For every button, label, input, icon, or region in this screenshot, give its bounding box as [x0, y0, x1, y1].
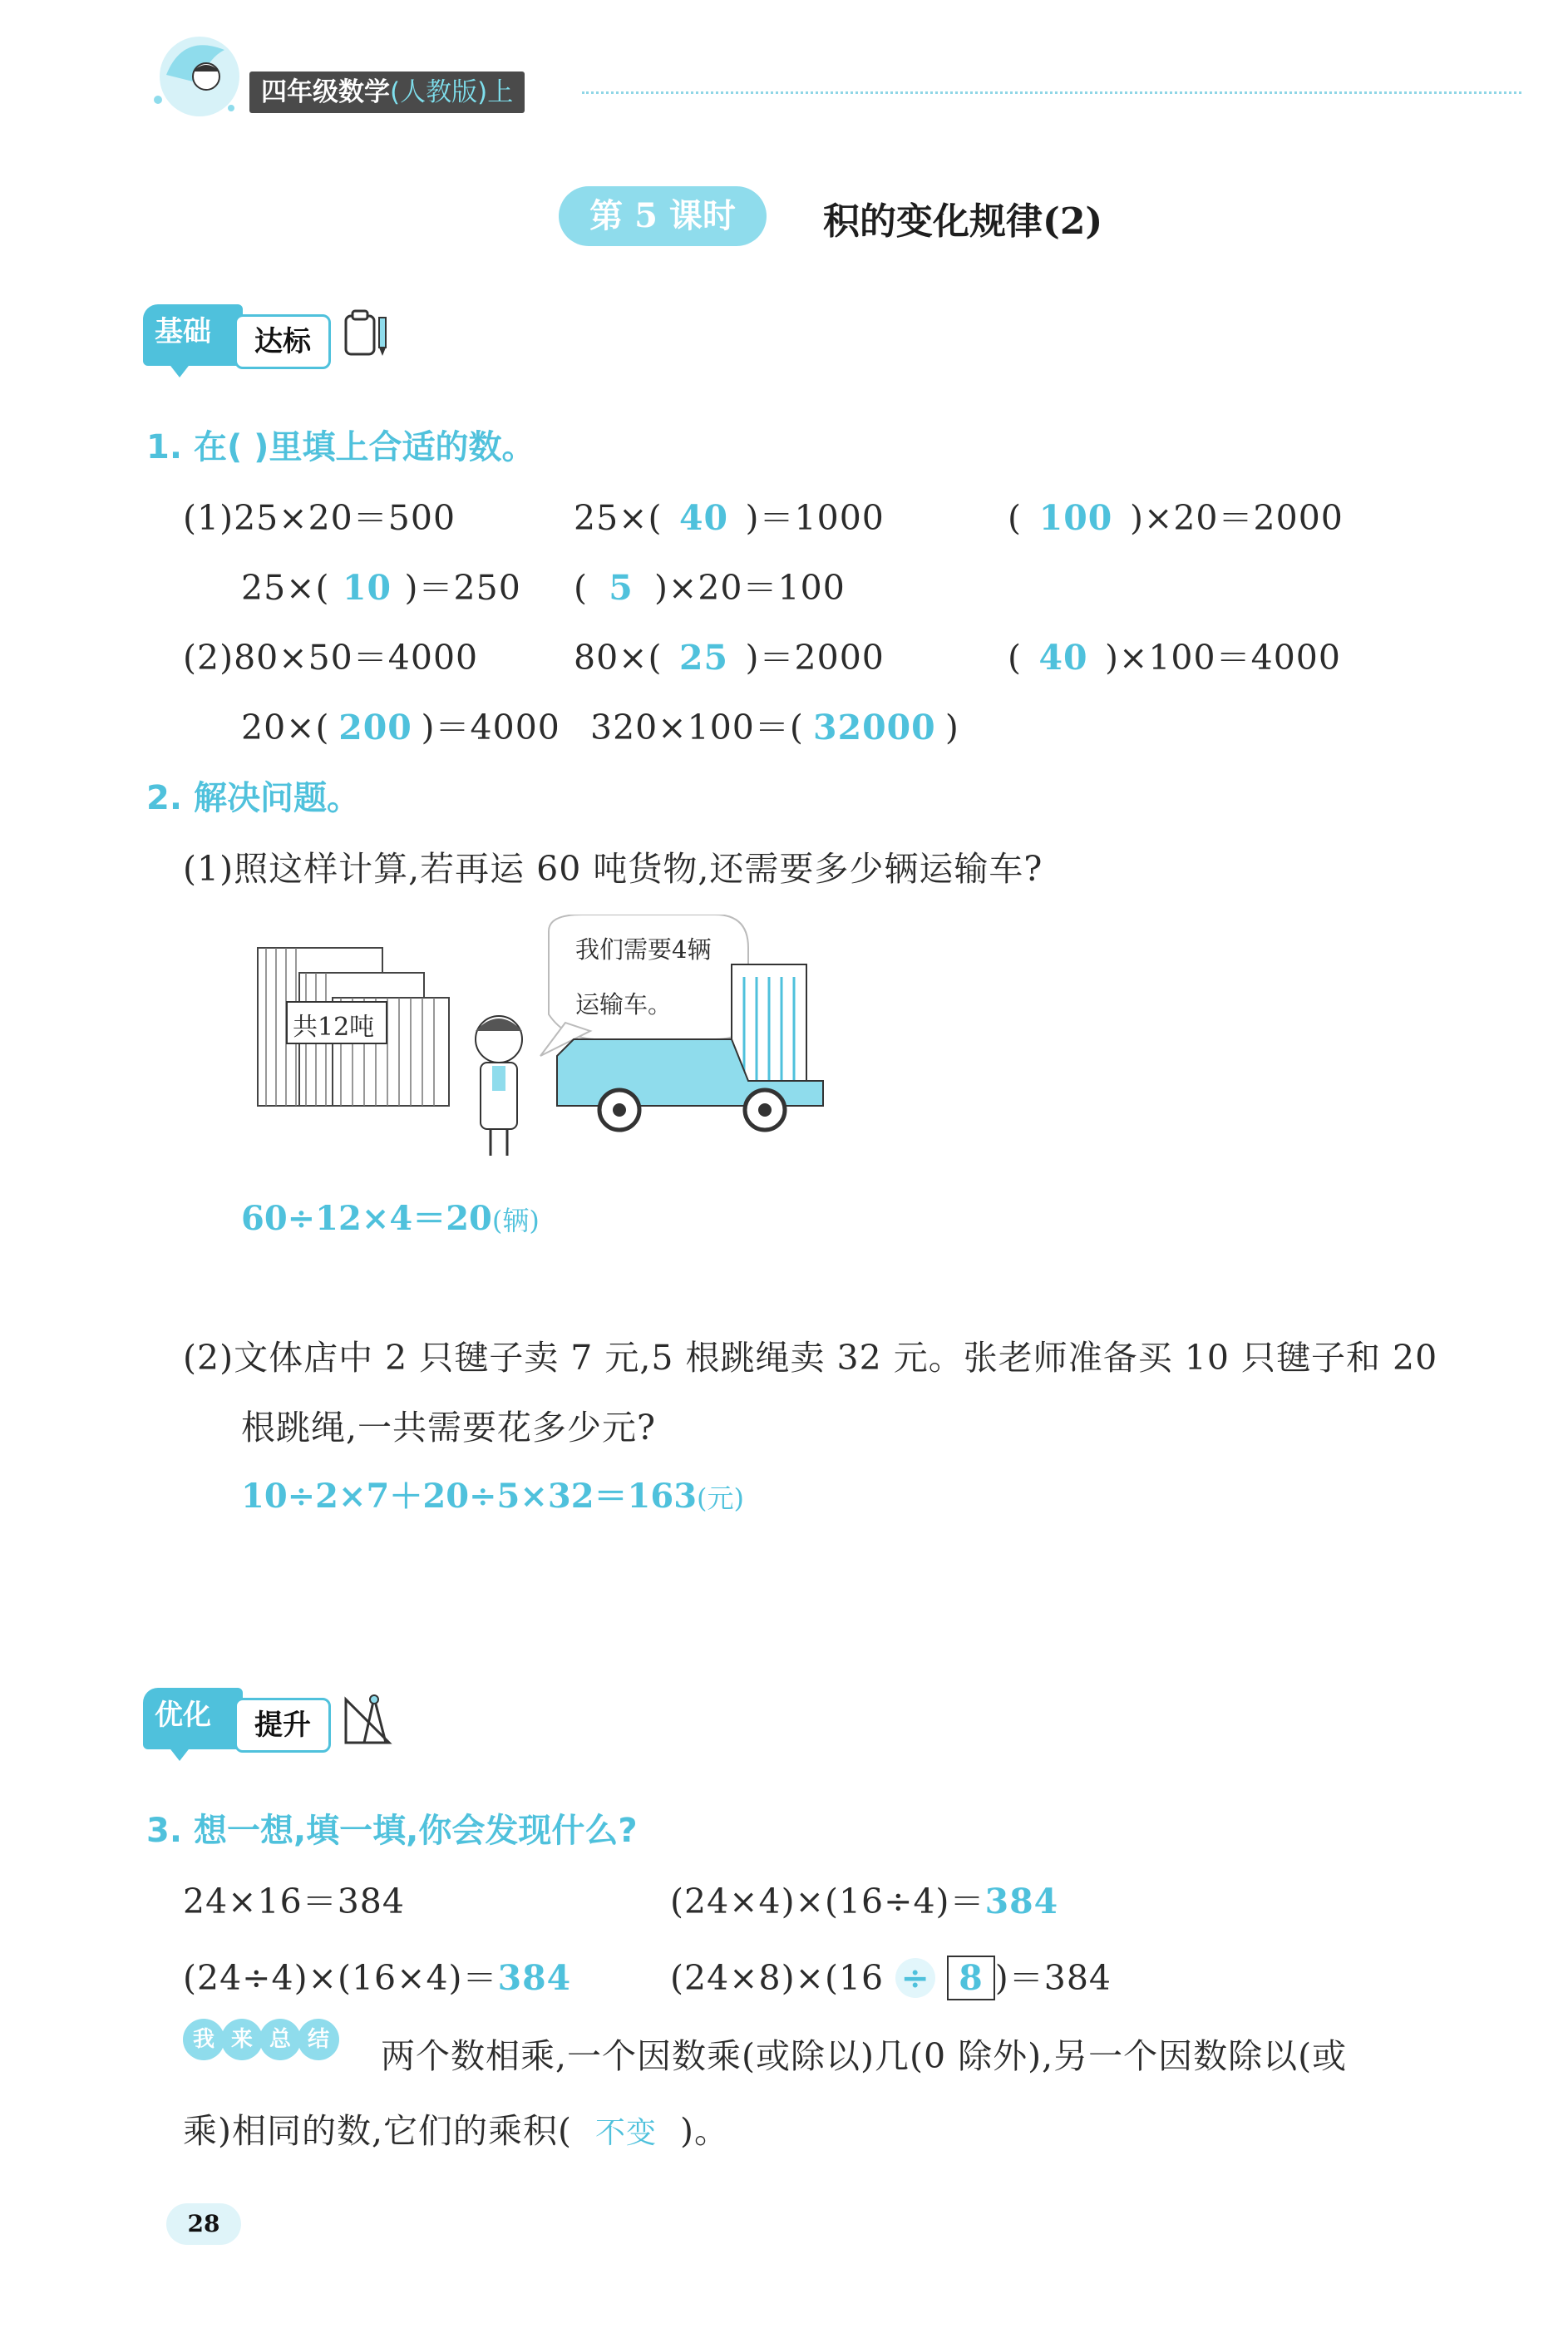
lesson-number-tag: 第 5 课时: [559, 186, 767, 246]
speech-line-2: 运输车。: [575, 990, 673, 1019]
page-number: 28: [166, 2203, 241, 2245]
answer: 不变: [595, 2116, 658, 2150]
q2-heading: 2. 解决问题。: [146, 779, 360, 817]
q2-part2-answer: 10÷2×7＋20÷5×32＝163(元): [241, 1477, 745, 1516]
q1-row3-item2: 80×( 25 )＝2000: [574, 638, 885, 678]
answer: 40: [1038, 638, 1088, 678]
lesson-title: 积的变化规律(2): [823, 200, 1103, 243]
q3-equation-3: (24÷4)×(16×4)＝384: [183, 1958, 572, 1998]
q1-row1-item2: 25×( 40 )＝1000: [574, 498, 885, 538]
q3-heading: 3. 想一想,填一填,你会发现什么?: [146, 1812, 638, 1850]
answer: 40: [679, 498, 729, 538]
q1-row2-item1: 25×( 10 )＝250: [241, 568, 521, 608]
answer-operator: ÷: [895, 1958, 935, 1998]
summary-tag-char: 来: [221, 2019, 263, 2060]
clipboard-icon: [341, 308, 394, 361]
answer-box: 8: [947, 1956, 995, 2000]
section-tag-advanced: [143, 1688, 343, 1749]
answer: 10: [343, 568, 392, 608]
cargo-label: 共12吨: [293, 1013, 375, 1042]
q1-row3-item1: (2)80×50＝4000: [183, 638, 479, 678]
q1-row4-item1: 20×( 200 )＝4000: [241, 708, 560, 747]
section-tag-left: 基础: [143, 304, 243, 366]
q3-equation-1: 24×16＝384: [183, 1882, 405, 1921]
answer: 100: [1038, 498, 1113, 538]
q2-part1-answer: 60÷12×4＝20(辆): [241, 1199, 540, 1238]
q1-row2-item2: ( 5 )×20＝100: [574, 568, 846, 608]
q1-heading: 1. 在( )里填上合适的数。: [146, 428, 535, 466]
answer: 384: [984, 1882, 1059, 1921]
q1-row1-item1: (1)25×20＝500: [183, 498, 456, 538]
answer: 5: [609, 568, 634, 608]
answer: 25: [679, 638, 729, 678]
section-tag-tail: [168, 1746, 191, 1761]
q1-row3-item3: ( 40 )×100＝4000: [1008, 638, 1341, 678]
book-title: 四年级数学: [261, 77, 390, 107]
answer: 200: [338, 708, 412, 747]
header-divider: [582, 91, 1521, 94]
mascot-logo: [141, 25, 249, 125]
speech-line-1: 我们需要4辆: [575, 935, 712, 964]
q3-summary-line1: 两个数相乘,一个因数乘(或除以)几(0 除外),另一个因数除以(或: [381, 2036, 1348, 2076]
section-tag-right: 达标: [234, 314, 331, 369]
book-title-badge: [249, 72, 525, 113]
answer: 32000: [813, 708, 936, 747]
section-tag-basic: [143, 304, 343, 366]
section-tag-left: 优化: [143, 1688, 243, 1749]
ruler-compass-icon: [341, 1691, 399, 1749]
summary-tag-char: 结: [298, 2019, 339, 2060]
section-tag-right: 提升: [234, 1698, 331, 1753]
summary-tag-char: 总: [259, 2019, 301, 2060]
summary-tag-char: 我: [183, 2019, 224, 2060]
section-tag-tail: [168, 363, 191, 377]
q1-row1-item3: ( 100 )×20＝2000: [1008, 498, 1344, 538]
book-edition: (人教版)上: [390, 77, 514, 107]
summary-tag: [183, 2019, 336, 2060]
q2-part2-question-line2: 根跳绳,一共需要花多少元?: [241, 1408, 657, 1448]
q3-equation-4: (24×8)×(16 ÷ 8 )＝384: [670, 1951, 1112, 2000]
q3-summary-line2: 乘)相同的数,它们的乘积( 不变 )。: [183, 2111, 730, 2151]
q2-part2-question-line1: (2)文体店中 2 只毽子卖 7 元,5 根跳绳卖 32 元。张老师准备买 10 只毽子和 20: [183, 1338, 1438, 1378]
q2-part1-question: (1)照这样计算,若再运 60 吨货物,还需要多少辆运输车?: [183, 849, 1043, 889]
q3-equation-2: (24×4)×(16÷4)＝384: [670, 1882, 1059, 1921]
answer: 384: [497, 1958, 572, 1998]
q1-row4-item2: 320×100＝( 32000 ): [590, 708, 959, 747]
